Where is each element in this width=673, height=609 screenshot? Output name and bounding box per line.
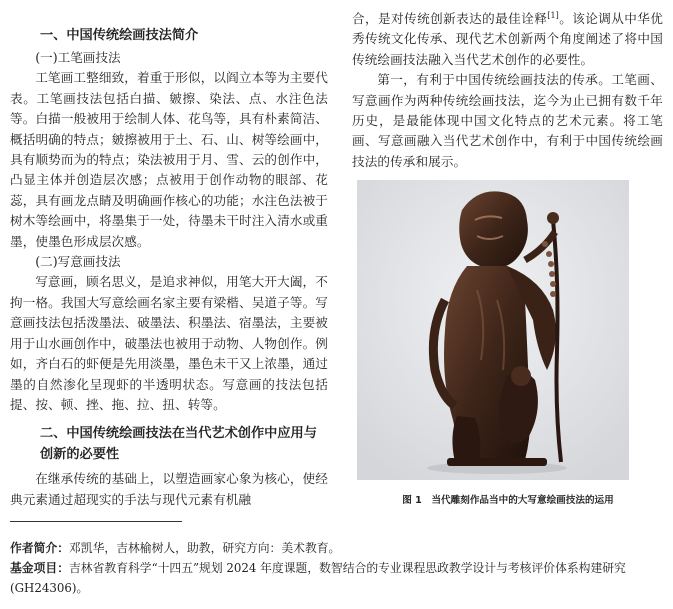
fund-label: 基金项目：	[10, 561, 69, 575]
author-text: 邓凯华，吉林榆树人，助教，研究方向：美术教育。	[69, 541, 341, 555]
citation-mark: [1]	[547, 10, 559, 20]
paragraph-necessity: 在继承传统的基础上，以塑造画家心象为核心，使经典元素通过超现实的手法与现代元素有机融	[10, 471, 328, 507]
sculpture-illustration	[357, 180, 629, 480]
section2-title: 二、中国传统绘画技法在当代艺术创作中应用与创新的必要性	[40, 426, 317, 463]
right-column	[352, 0, 663, 172]
paragraph-xieyi: 写意画，顾名思义，是追求神似，用笔大开大阖，不拘一格。我国大写意绘画名家主要有梁楷、吴道子等。写意画技法包括泼墨法、破墨法、积墨法、宿墨法，主要被用于山水画创作中，破墨法也被用于动物、人物创作。例如，齐白石的虾便是先用淡墨，墨色未干又上浓墨，通过墨的自然渗化呈现虾的半透明状态。写意画的技法包括提、按、顿、挫、拖、拉、扭、转等。	[10, 274, 328, 412]
left-column	[10, 0, 328, 510]
author-label: 作者简介：	[10, 541, 69, 555]
fund-text: 吉林省教育科学“十四五”规划 2024 年度课题，数智结合的专业课程思政教学设计与考核评价体系构建研究(GH24306)。	[10, 561, 626, 595]
paragraph-continued-text: 合，是对传统创新表达的最佳诠释	[352, 11, 548, 26]
paragraph-continued	[352, 9, 663, 70]
author-note	[10, 538, 660, 558]
footnote-divider	[10, 521, 182, 522]
sculpture-photo	[357, 180, 629, 480]
section1-title: 一、中国传统绘画技法简介	[40, 28, 199, 43]
paragraph-gongbi: 工笔画工整细致，着重于形似，以阎立本等为主要代表。工笔画技法包括白描、皴擦、染法、点、水注色法等。白描一般被用于绘制人体、花鸟等，具有朴素简洁、概括明确的特点；皴擦被用于土、石、山、树等绘画中，具有顺势而为的特点；染法被用于月、雪、云的创作中，凸显主体并创造层次感；点被用于创作动物的眼部、花蕊，具有画龙点睛及明确画作核心的功能；水注色法被于树木等绘画中，将墨集于一处，待墨未干时注入清水或重墨，使墨色形成层次感。	[10, 70, 328, 249]
subsection2-title: (二)写意画技法	[35, 254, 121, 270]
footnotes	[10, 538, 660, 598]
subsection1-title: (一)工笔画技法	[35, 50, 121, 65]
paragraph-inheritance: 第一，有利于中国传统绘画技法的传承。工笔画、写意画作为两种传统绘画技法，迄今为止已拥有数千年历史，是最能体现中国文化特点的艺术元素。将工笔画、写意画融入当代艺术创作中，有利于中国传统绘画技法的传承和展示。	[352, 72, 663, 169]
figure-caption: 图 1 当代雕刻作品当中的大写意绘画技法的运用	[402, 495, 614, 506]
paragraph-continued-rest: 。该论调从中华优秀传统文化传承、现代艺术创新两个角度阐述了将中国传统绘画技法融入当代艺术创作的必要性。	[352, 11, 663, 67]
fund-note	[10, 558, 660, 598]
